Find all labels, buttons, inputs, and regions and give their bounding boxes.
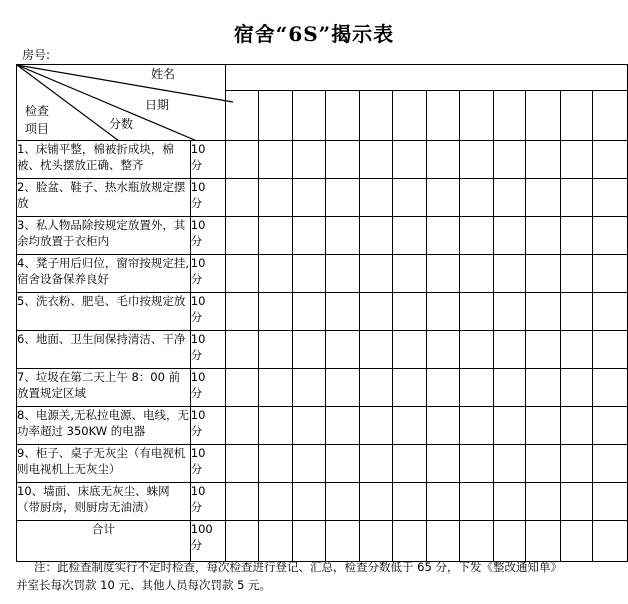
total-score-number: 100: [190, 522, 213, 536]
item-score-number: 10: [190, 180, 206, 194]
inspection-item-text: 2、脸盆、鞋子、热水瓶放规定摆放: [17, 179, 191, 217]
item-score-unit: 分: [190, 310, 203, 324]
item-score: [190, 369, 225, 407]
inspection-item-text: 3、私人物品除按规定放置外，其余均放置于衣柜内: [17, 217, 191, 255]
item-score-number: 10: [190, 484, 206, 498]
total-cell[interactable]: [459, 521, 493, 562]
item-score-unit: 分: [190, 234, 203, 248]
score-entry-cell[interactable]: [293, 369, 326, 407]
score-entry-cell[interactable]: [258, 369, 292, 407]
score-entry-cell[interactable]: [526, 407, 560, 445]
item-score: [190, 141, 225, 179]
score-entry-cell[interactable]: [427, 293, 460, 331]
inspection-item-text: 4、凳子用后归位，窗帘按规定挂,宿舍设备保养良好: [17, 255, 191, 293]
score-entry-cell[interactable]: [325, 483, 359, 521]
score-entry-cell[interactable]: [459, 483, 493, 521]
date-cell[interactable]: [325, 91, 359, 141]
inspection-item-text: 5、洗衣粉、肥皂、毛巾按规定放: [17, 293, 191, 331]
score-entry-cell[interactable]: [493, 179, 526, 217]
score-entry-cell[interactable]: [258, 407, 292, 445]
item-score-unit: 分: [190, 348, 203, 362]
item-score: [190, 217, 225, 255]
inspection-row: [17, 445, 628, 483]
score-entry-cell[interactable]: [459, 331, 493, 369]
total-score-unit: 分: [190, 538, 203, 552]
score-entry-cell[interactable]: [360, 407, 393, 445]
item-score: [190, 445, 225, 483]
score-entry-cell[interactable]: [459, 369, 493, 407]
score-entry-cell[interactable]: [560, 293, 593, 331]
score-entry-cell[interactable]: [360, 331, 393, 369]
score-entry-cell[interactable]: [526, 179, 560, 217]
total-cell[interactable]: [258, 521, 292, 562]
diagonal-header-cell: [17, 65, 226, 141]
score-entry-cell[interactable]: [258, 179, 292, 217]
score-entry-cell[interactable]: [392, 141, 426, 179]
score-entry-cell[interactable]: [560, 369, 593, 407]
score-entry-cell[interactable]: [392, 407, 426, 445]
score-entry-cell[interactable]: [560, 217, 593, 255]
score-entry-cell[interactable]: [392, 331, 426, 369]
score-entry-cell[interactable]: [360, 369, 393, 407]
score-entry-cell[interactable]: [427, 255, 460, 293]
item-score-unit: 分: [190, 158, 203, 172]
score-entry-cell[interactable]: [360, 141, 393, 179]
score-entry-cell[interactable]: [226, 369, 259, 407]
total-label: 合计: [17, 521, 191, 562]
score-entry-cell[interactable]: [258, 255, 292, 293]
total-cell[interactable]: [360, 521, 393, 562]
score-entry-cell[interactable]: [325, 369, 359, 407]
item-score-number: 10: [190, 332, 206, 346]
score-entry-cell[interactable]: [325, 331, 359, 369]
score-entry-cell[interactable]: [593, 369, 628, 407]
item-score: [190, 483, 225, 521]
total-cell[interactable]: [226, 521, 259, 562]
score-entry-cell[interactable]: [226, 331, 259, 369]
inspection-row: [17, 255, 628, 293]
item-score: [190, 255, 225, 293]
score-entry-cell[interactable]: [325, 255, 359, 293]
total-cell[interactable]: [493, 521, 526, 562]
item-score-unit: 分: [190, 196, 203, 210]
score-entry-cell[interactable]: [560, 483, 593, 521]
inspection-row: [17, 179, 628, 217]
score-entry-cell[interactable]: [258, 483, 292, 521]
item-score-number: 10: [190, 294, 206, 308]
score-entry-cell[interactable]: [459, 217, 493, 255]
score-entry-cell[interactable]: [258, 141, 292, 179]
name-cells[interactable]: [226, 65, 628, 91]
room-number-label: 房号:: [22, 48, 51, 62]
item-score-unit: 分: [190, 500, 203, 514]
score-entry-cell[interactable]: [459, 293, 493, 331]
total-cell[interactable]: [293, 521, 326, 562]
inspection-item-text: 10、墙面、床底无灰尘、蛛网（带厨房，则厨房无油渍）: [17, 483, 191, 521]
score-entry-cell[interactable]: [526, 293, 560, 331]
score-entry-cell[interactable]: [360, 483, 393, 521]
score-entry-cell[interactable]: [293, 255, 326, 293]
score-entry-cell[interactable]: [593, 217, 628, 255]
score-entry-cell[interactable]: [226, 293, 259, 331]
date-cell[interactable]: [493, 91, 526, 141]
score-entry-cell[interactable]: [526, 217, 560, 255]
score-entry-cell[interactable]: [427, 331, 460, 369]
item-score-number: 10: [190, 370, 206, 384]
total-score: [190, 521, 225, 562]
score-entry-cell[interactable]: [560, 407, 593, 445]
score-entry-cell[interactable]: [459, 407, 493, 445]
score-entry-cell[interactable]: [459, 445, 493, 483]
footnote: [16, 558, 616, 594]
inspection-item-text: 6、地面、卫生间保持清洁、干净: [17, 331, 191, 369]
score-entry-cell[interactable]: [360, 445, 393, 483]
score-entry-cell[interactable]: [560, 445, 593, 483]
inspection-row: [17, 407, 628, 445]
score-entry-cell[interactable]: [560, 179, 593, 217]
score-entry-cell[interactable]: [593, 407, 628, 445]
score-entry-cell[interactable]: [526, 483, 560, 521]
item-score-number: 10: [190, 142, 206, 156]
date-cell[interactable]: [258, 91, 292, 141]
score-entry-cell[interactable]: [293, 483, 326, 521]
item-header-label-2: 项目: [25, 122, 50, 136]
score-entry-cell[interactable]: [593, 141, 628, 179]
score-entry-cell[interactable]: [493, 255, 526, 293]
inspection-item-text: 9、柜子、桌子无灰尘（有电视机则电视机上无灰尘）: [17, 445, 191, 483]
score-entry-cell[interactable]: [325, 141, 359, 179]
score-entry-cell[interactable]: [593, 255, 628, 293]
score-entry-cell[interactable]: [459, 141, 493, 179]
score-entry-cell[interactable]: [560, 331, 593, 369]
item-score-unit: 分: [190, 386, 203, 400]
score-entry-cell[interactable]: [293, 331, 326, 369]
score-entry-cell[interactable]: [293, 407, 326, 445]
inspection-item-text: 1、床铺平整，棉被折成块，棉被、枕头摆放正确、整齐: [17, 141, 191, 179]
total-cell[interactable]: [392, 521, 426, 562]
item-score: [190, 293, 225, 331]
score-entry-cell[interactable]: [226, 407, 259, 445]
score-entry-cell[interactable]: [560, 141, 593, 179]
score-entry-cell[interactable]: [493, 445, 526, 483]
inspection-row: [17, 369, 628, 407]
score-entry-cell[interactable]: [226, 217, 259, 255]
score-entry-cell[interactable]: [258, 445, 292, 483]
footnote-line-2: 并室长每次罚款 10 元、其他人员每次罚款 5 元。: [16, 578, 272, 592]
score-entry-cell[interactable]: [325, 179, 359, 217]
item-score: [190, 179, 225, 217]
score-entry-cell[interactable]: [392, 179, 426, 217]
total-row: [17, 521, 628, 562]
inspection-row: [17, 483, 628, 521]
total-cell[interactable]: [560, 521, 593, 562]
item-score-unit: 分: [190, 424, 203, 438]
score-entry-cell[interactable]: [392, 293, 426, 331]
score-entry-cell[interactable]: [293, 293, 326, 331]
page-title: 宿舍“6S”揭示表: [233, 22, 395, 46]
score-entry-cell[interactable]: [226, 141, 259, 179]
score-entry-cell[interactable]: [360, 179, 393, 217]
score-entry-cell[interactable]: [493, 293, 526, 331]
score-entry-cell[interactable]: [459, 179, 493, 217]
score-entry-cell[interactable]: [427, 483, 460, 521]
score-entry-cell[interactable]: [226, 445, 259, 483]
score-entry-cell[interactable]: [427, 407, 460, 445]
inspection-item-text: 8、电源关,无私拉电源、电线，无功率超过 350KW 的电器: [17, 407, 191, 445]
score-entry-cell[interactable]: [493, 331, 526, 369]
item-score-unit: 分: [190, 462, 203, 476]
score-entry-cell[interactable]: [427, 445, 460, 483]
score-header-label: 分数: [109, 117, 134, 131]
score-entry-cell[interactable]: [258, 331, 292, 369]
score-entry-cell[interactable]: [293, 179, 326, 217]
score-entry-cell[interactable]: [593, 445, 628, 483]
date-header-label: 日期: [145, 98, 170, 112]
score-entry-cell[interactable]: [293, 141, 326, 179]
score-entry-cell[interactable]: [593, 179, 628, 217]
score-entry-cell[interactable]: [593, 483, 628, 521]
item-score: [190, 407, 225, 445]
score-entry-cell[interactable]: [526, 331, 560, 369]
item-score-number: 10: [190, 408, 206, 422]
score-entry-cell[interactable]: [493, 483, 526, 521]
total-cell[interactable]: [526, 521, 560, 562]
score-entry-cell[interactable]: [392, 255, 426, 293]
total-cell[interactable]: [593, 521, 628, 562]
total-cell[interactable]: [325, 521, 359, 562]
name-header-label: 姓名: [151, 67, 176, 81]
score-entry-cell[interactable]: [258, 217, 292, 255]
score-entry-cell[interactable]: [360, 255, 393, 293]
score-entry-cell[interactable]: [325, 293, 359, 331]
item-score-number: 10: [190, 218, 206, 232]
score-entry-cell[interactable]: [493, 217, 526, 255]
score-entry-cell[interactable]: [493, 407, 526, 445]
score-entry-cell[interactable]: [427, 369, 460, 407]
item-score-number: 10: [190, 256, 206, 270]
date-cell[interactable]: [593, 91, 628, 141]
inspection-row: [17, 293, 628, 331]
date-cell[interactable]: [560, 91, 593, 141]
score-entry-cell[interactable]: [493, 141, 526, 179]
score-entry-cell[interactable]: [392, 483, 426, 521]
score-entry-cell[interactable]: [325, 217, 359, 255]
score-entry-cell[interactable]: [459, 255, 493, 293]
score-entry-cell[interactable]: [427, 217, 460, 255]
score-entry-cell[interactable]: [427, 179, 460, 217]
date-cell[interactable]: [526, 91, 560, 141]
score-entry-cell[interactable]: [392, 445, 426, 483]
inspection-row: [17, 217, 628, 255]
score-entry-cell[interactable]: [526, 255, 560, 293]
inspection-table: [16, 64, 628, 562]
score-entry-cell[interactable]: [593, 331, 628, 369]
score-entry-cell[interactable]: [360, 217, 393, 255]
score-entry-cell[interactable]: [226, 179, 259, 217]
score-entry-cell[interactable]: [226, 483, 259, 521]
score-entry-cell[interactable]: [325, 407, 359, 445]
score-entry-cell[interactable]: [593, 293, 628, 331]
score-entry-cell[interactable]: [526, 369, 560, 407]
score-entry-cell[interactable]: [392, 369, 426, 407]
date-cell[interactable]: [360, 91, 393, 141]
score-entry-cell[interactable]: [293, 217, 326, 255]
date-cell[interactable]: [392, 91, 426, 141]
score-entry-cell[interactable]: [427, 141, 460, 179]
date-cell[interactable]: [459, 91, 493, 141]
inspection-row: [17, 141, 628, 179]
inspection-row: [17, 331, 628, 369]
item-header-label-1: 检查: [25, 104, 50, 118]
score-entry-cell[interactable]: [258, 293, 292, 331]
score-entry-cell[interactable]: [325, 445, 359, 483]
score-entry-cell[interactable]: [493, 369, 526, 407]
score-entry-cell[interactable]: [360, 293, 393, 331]
date-cell[interactable]: [293, 91, 326, 141]
score-entry-cell[interactable]: [392, 217, 426, 255]
date-cell[interactable]: [427, 91, 460, 141]
score-entry-cell[interactable]: [560, 255, 593, 293]
footnote-line-1: 注：此检查制度实行不定时检查，每次检查进行登记、汇总，检查分数低于 65 分，下发《整改通知单》: [34, 560, 562, 574]
inspection-item-text: 7、垃圾在第二天上午 8：00 前放置规定区域: [17, 369, 191, 407]
total-cell[interactable]: [427, 521, 460, 562]
item-score-number: 10: [190, 446, 206, 460]
item-score-unit: 分: [190, 272, 203, 286]
score-entry-cell[interactable]: [526, 445, 560, 483]
score-entry-cell[interactable]: [226, 255, 259, 293]
score-entry-cell[interactable]: [526, 141, 560, 179]
score-entry-cell[interactable]: [293, 445, 326, 483]
item-score: [190, 331, 225, 369]
